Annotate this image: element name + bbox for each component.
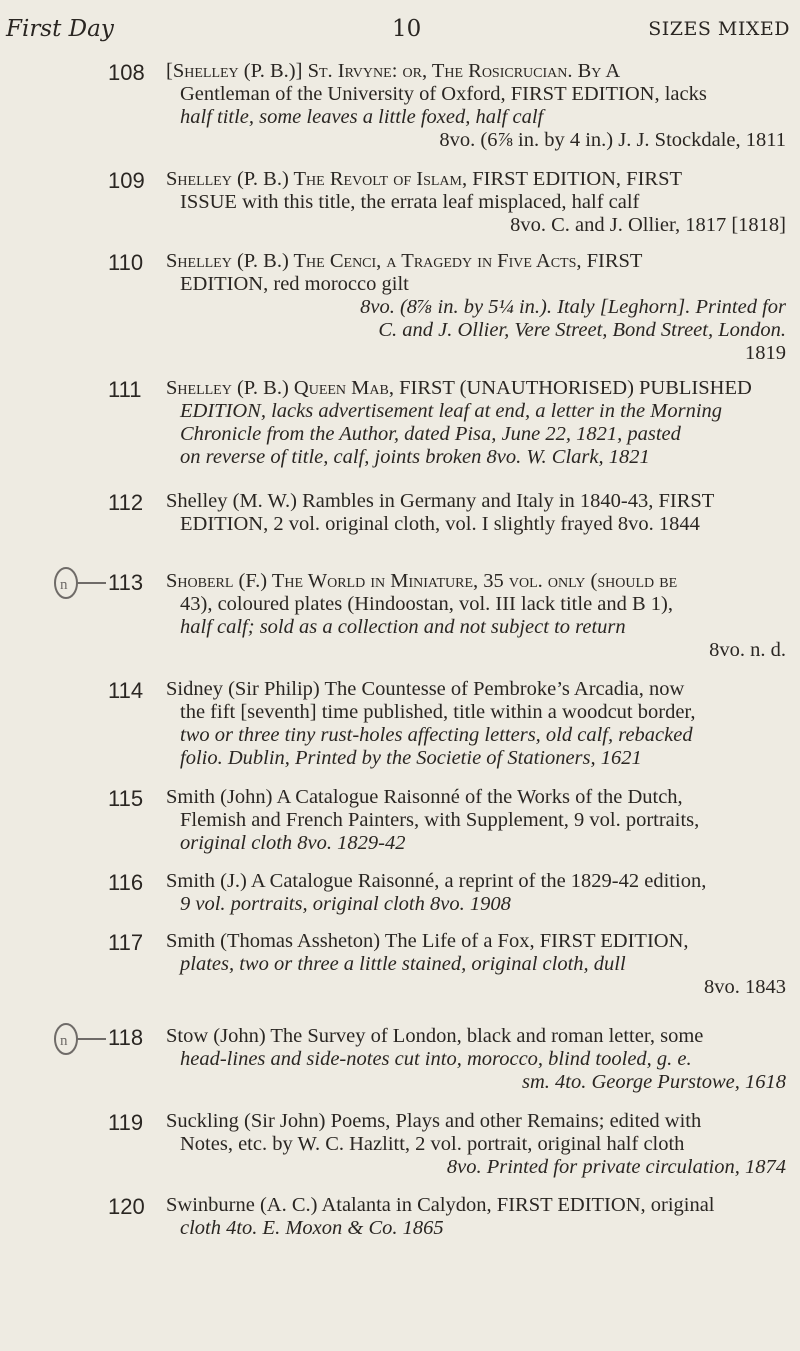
lot-number: 111 (108, 377, 142, 402)
desc-line: Smith (John) A Catalogue Raisonné of the Works of the Dutch, (166, 786, 683, 808)
desc-line: Shelley (P. B.) The Revolt of Islam, FIRST EDITION, FIRST (166, 168, 682, 190)
desc-line: EDITION, 2 vol. original cloth, vol. I slightly frayed 8vo. 1844 (180, 513, 700, 535)
desc-line: sm. 4to. George Purstowe, 1618 (521, 1071, 786, 1093)
page-header (0, 10, 800, 50)
desc-line: ISSUE with this title, the errata leaf misplaced, half calf (180, 191, 640, 213)
lot-number: 114 (108, 678, 144, 703)
lot-description (166, 1110, 786, 1179)
desc-line: Shoberl (F.) The World in Miniature, 35 vol. only (should be (166, 570, 678, 592)
desc-line: Sidney (Sir Philip) The Countesse of Pembroke’s Arcadia, now (166, 678, 685, 700)
lot-description (166, 490, 786, 536)
desc-line: C. and J. Ollier, Vere Street, Bond Street, London. (378, 319, 786, 341)
desc-line: Suckling (Sir John) Poems, Plays and other Remains; edited with (166, 1110, 702, 1132)
desc-line: 8vo. (6⅞ in. by 4 in.) J. J. Stockdale, 1811 (439, 129, 786, 151)
lot-number: 116 (108, 870, 144, 895)
desc-line: Shelley (M. W.) Rambles in Germany and Italy in 1840-43, FIRST (166, 490, 715, 512)
desc-line: on reverse of title, calf, joints broken 8vo. W. Clark, 1821 (180, 446, 650, 468)
hand-drawn-mark-113 (52, 560, 112, 606)
lot-number: 110 (108, 250, 144, 275)
desc-line: 8vo. (8⅞ in. by 5¼ in.). Italy [Leghorn]. Printed for (360, 296, 786, 318)
lot-number: 112 (108, 490, 144, 515)
lot-description (166, 168, 786, 237)
lot-number: 109 (108, 168, 145, 193)
desc-line: 8vo. Printed for private circulation, 1874 (446, 1156, 786, 1178)
lot-number: 115 (108, 786, 144, 811)
desc-line: original cloth 8vo. 1829-42 (180, 832, 406, 854)
desc-line: folio. Dublin, Printed by the Societie of Stationers, 1621 (180, 747, 642, 769)
desc-line: Notes, etc. by W. C. Hazlitt, 2 vol. portrait, original half cloth (180, 1133, 685, 1155)
lot-description (166, 1025, 786, 1094)
desc-line: EDITION, lacks advertisement leaf at end, a letter in the Morning (180, 400, 723, 422)
desc-line: cloth 4to. E. Moxon & Co. 1865 (180, 1217, 444, 1239)
lot-description (166, 870, 786, 916)
circled-n-icon (52, 1016, 112, 1062)
lot-number: 117 (108, 930, 144, 955)
desc-line: half title, some leaves a little foxed, half calf (180, 106, 544, 128)
hand-drawn-mark-118 (52, 1016, 112, 1062)
lot-description (166, 250, 786, 365)
svg-text:n: n (60, 577, 68, 593)
lot-description (166, 60, 786, 152)
desc-line: 8vo. C. and J. Ollier, 1817 [1818] (510, 214, 786, 236)
svg-text:n: n (60, 1033, 68, 1049)
desc-line: 9 vol. portraits, original cloth 8vo. 1908 (180, 893, 511, 915)
lot-description (166, 678, 786, 770)
circled-n-icon (52, 560, 112, 606)
lot-description (166, 377, 786, 469)
desc-line: plates, two or three a little stained, original cloth, dull (180, 953, 626, 975)
desc-line: [Shelley (P. B.)] St. Irvyne: or, The Rosicrucian. By A (166, 60, 621, 82)
desc-line: two or three tiny rust-holes affecting letters, old calf, rebacked (180, 724, 693, 746)
desc-line: Gentleman of the University of Oxford, FIRST EDITION, lacks (180, 83, 707, 105)
lot-number: 113 (108, 570, 144, 595)
desc-line: Stow (John) The Survey of London, black and roman letter, some (166, 1025, 704, 1047)
page-number: 10 (392, 16, 422, 42)
lot-description (166, 930, 786, 999)
desc-line: the fift [seventh] time published, title within a woodcut border, (180, 701, 696, 723)
sale-day: First Day (6, 16, 114, 42)
desc-line: 8vo. 1843 (704, 976, 786, 998)
desc-line: EDITION, red morocco gilt (180, 273, 409, 295)
lot-number: 120 (108, 1194, 145, 1219)
lot-number: 108 (108, 60, 145, 85)
lot-number: 119 (108, 1110, 144, 1135)
desc-line: Swinburne (A. C.) Atalanta in Calydon, FIRST EDITION, original (166, 1194, 715, 1216)
desc-line: Smith (J.) A Catalogue Raisonné, a reprint of the 1829-42 edition, (166, 870, 707, 892)
lot-description (166, 1194, 786, 1240)
lot-description (166, 570, 786, 662)
desc-line: 1819 (745, 342, 786, 364)
section-title: SIZES MIXED (648, 18, 790, 40)
desc-line: half calf; sold as a collection and not subject to return (180, 616, 626, 638)
desc-line: head-lines and side-notes cut into, morocco, blind tooled, g. e. (180, 1048, 692, 1070)
desc-line: Flemish and French Painters, with Supplement, 9 vol. portraits, (180, 809, 700, 831)
lot-number: 118 (108, 1025, 144, 1050)
desc-line: Shelley (P. B.) The Cenci, a Tragedy in Five Acts, FIRST (166, 250, 643, 272)
desc-line: 8vo. n. d. (709, 639, 786, 661)
desc-line: Chronicle from the Author, dated Pisa, June 22, 1821, pasted (180, 423, 681, 445)
desc-line: Smith (Thomas Assheton) The Life of a Fox, FIRST EDITION, (166, 930, 689, 952)
desc-line: 43), coloured plates (Hindoostan, vol. III lack title and B 1), (180, 593, 674, 615)
desc-line: Shelley (P. B.) Queen Mab, FIRST (UNAUTHORISED) PUBLISHED (166, 377, 752, 399)
lot-description (166, 786, 786, 855)
